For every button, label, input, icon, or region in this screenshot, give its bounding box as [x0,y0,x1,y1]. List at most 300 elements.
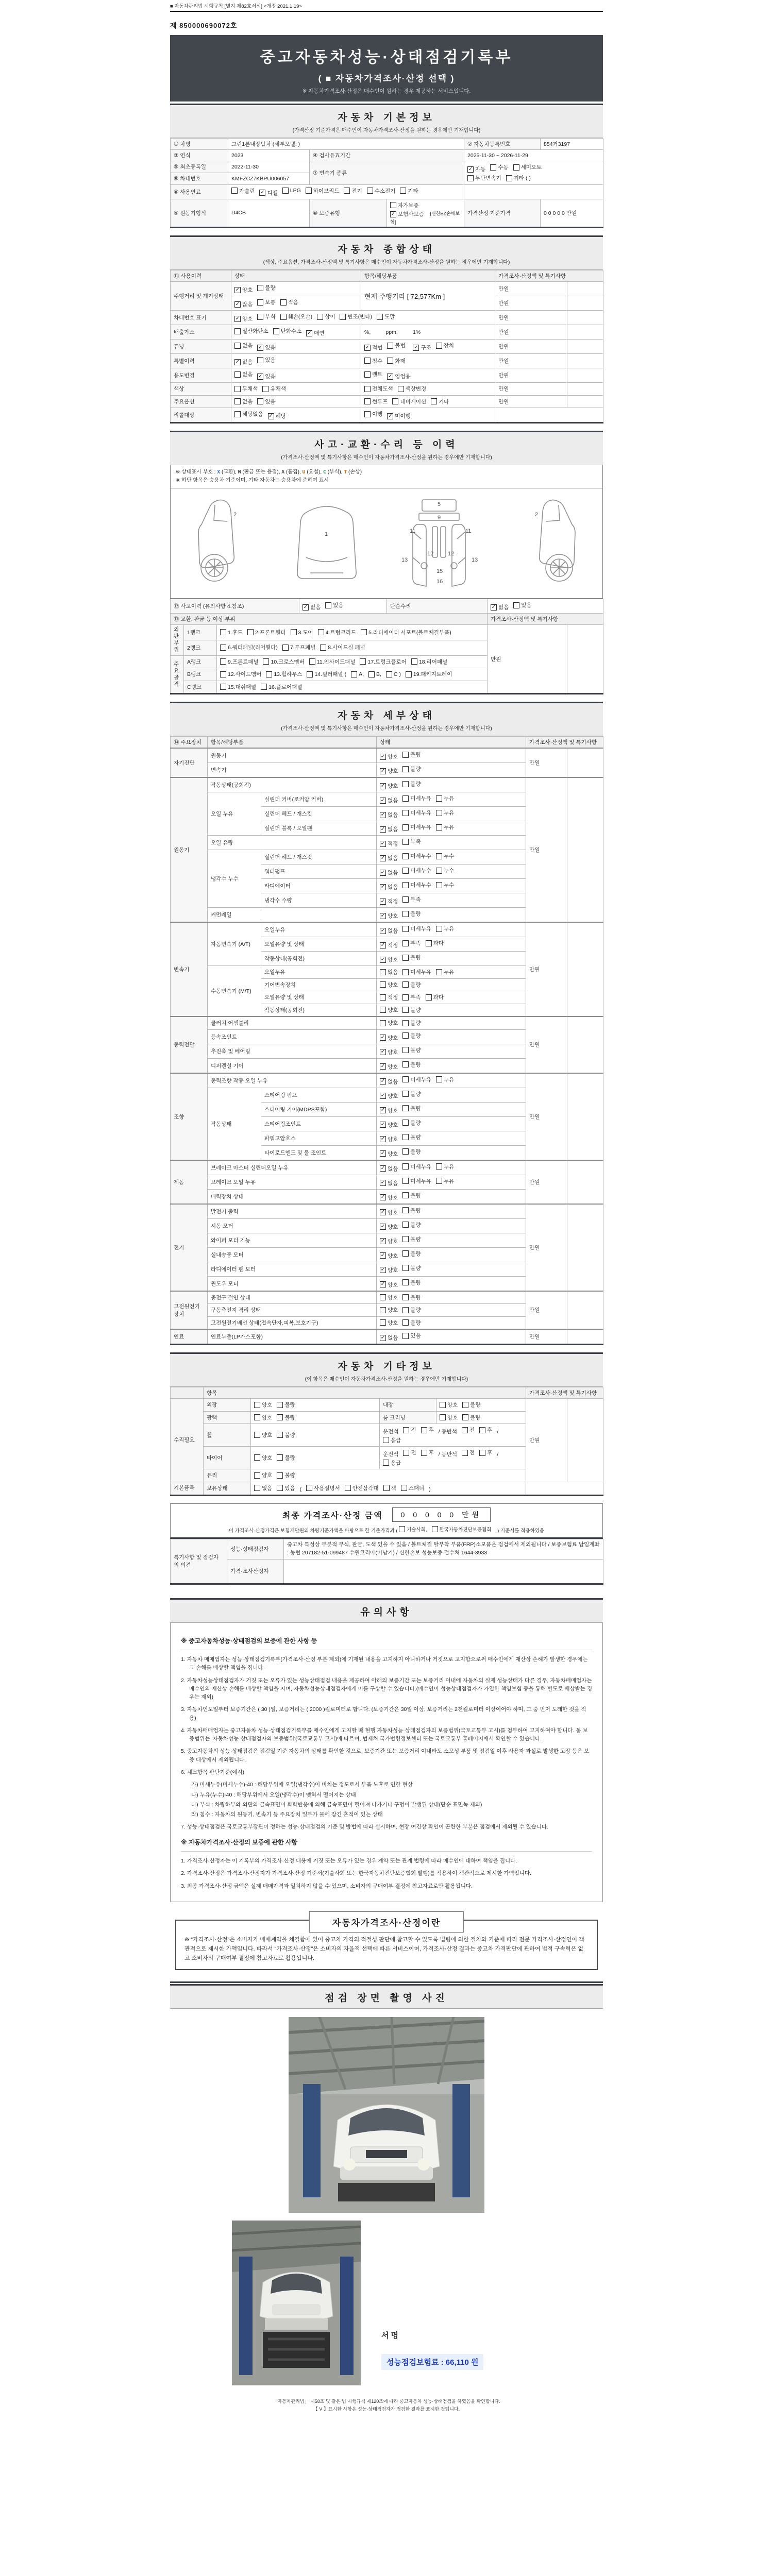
checkbox-자동[interactable]: ✓ 자동 [468,166,486,173]
checkbox-양호[interactable]: ✓ 양호 [380,1093,398,1099]
checkbox-양호[interactable]: 양호 [254,1414,272,1421]
checkbox-양호[interactable]: ✓ 양호 [380,753,398,760]
checkbox-없음[interactable]: ✓ 없음 [380,811,398,818]
option-text: ) [429,1486,431,1493]
checkbox-LPG[interactable]: LPG [282,188,301,194]
row-exterior: 수리필요 외장 양호 불량 내장 양호 불량 만원 [171,1399,603,1412]
checkbox-불량[interactable]: 불량 [402,1006,421,1014]
checkbox-일산화탄소[interactable]: 일산화탄소 [234,327,268,335]
checkbox-전체도색[interactable]: 전체도색 [364,385,393,393]
checkbox-양호[interactable]: 양호 [440,1414,458,1421]
basic-info-table [170,138,603,228]
checkbox-없음[interactable]: ✓ 없음 [380,797,398,804]
checkbox-양호[interactable]: ✓ 양호 [380,1035,398,1041]
checkbox-2.프론트휀더[interactable]: 2.프론트휀더 [247,629,285,636]
section-accident-history [170,431,603,694]
checkbox-해당[interactable]: ✓ 해당 [268,413,286,419]
state-options [377,1102,526,1116]
checkbox-없음[interactable]: ✓ 없음 [380,1165,398,1172]
current-mileage: 현재 주행거리 [ 72,577Km ] [361,282,495,311]
checkbox-스패너[interactable]: 스패너 [401,1484,424,1492]
price-cell: 만원 [526,1329,567,1345]
checkbox-자가보증[interactable]: 자가보증 [390,201,419,209]
frame-panel-number: 16 [436,579,443,585]
checkbox-미세누유[interactable]: 미세누유 [402,1163,431,1171]
checkbox-사용설명서[interactable]: 사용설명서 [306,1484,340,1492]
checkbox-양호[interactable]: 양호 [380,1306,398,1314]
basic-info-header [170,104,603,138]
checkbox-없음[interactable]: ✓ 없음 [380,855,398,861]
detail-row: 오일 누유 실린더 커버(로커암 커버) ✓ 없음 미세누유 누유 [171,792,603,807]
checkbox-4.트렁크리드[interactable]: 4.트렁크리드 [318,629,356,636]
checkbox-없음[interactable]: ✓ 없음 [380,1078,398,1085]
checkbox-불량[interactable]: 불량 [257,284,275,292]
checkbox-전[interactable]: 전 [462,1449,475,1456]
checkbox-잭[interactable]: 잭 [383,1484,396,1492]
checkbox-없음[interactable]: ✓ 없음 [380,884,398,890]
inspector-label: 성능·상태점검자 [227,1539,284,1560]
checkbox-없음[interactable]: ✓ 없음 [491,604,509,611]
price-cell: 만원 [526,1016,567,1073]
checkbox-3.도어[interactable]: 3.도어 [291,629,313,636]
checkbox-없음[interactable]: 없음 [234,370,253,378]
main-frame-group: 주요골격 [171,655,184,694]
checkbox-누유[interactable]: 누유 [436,1163,454,1171]
state-options [377,821,526,836]
basic-info-note: (가격산정 기준가격은 매수인이 자동차가격조사·산정을 원하는 경우에만 기재합니다) [292,128,481,133]
checkbox-누유[interactable]: 누유 [436,794,454,802]
checkbox-미세누유[interactable]: 미세누유 [402,1076,431,1083]
checkbox-누유[interactable]: 누유 [436,823,454,831]
frame-panel-number: 12 [427,551,433,557]
detail-row: 수동변속기 (M/T) 오일누유 없음 미세누유 누유 [171,966,603,979]
checkbox-해당없음[interactable]: 해당없음 [234,410,263,418]
checkbox-불량[interactable]: 불량 [402,910,421,918]
repair-needed-group: 수리필요 [171,1399,204,1482]
checkbox-양호[interactable]: ✓ 양호 [380,1150,398,1157]
checkbox-색상변경[interactable]: 색상변경 [398,385,427,393]
detail-row: 동력전달 클러치 어셈블리 양호 불량 만원 [171,1016,603,1029]
checkbox-유채색[interactable]: 유채색 [262,385,285,393]
col-other-price: 가격조사·산정액 및 특기사항 [526,1387,603,1399]
checkbox-전[interactable]: 전 [403,1449,416,1456]
checkbox-장치[interactable]: 장치 [436,342,454,349]
checkbox-없음[interactable]: 없음 [234,342,253,349]
value-fuel [228,184,464,199]
checkbox-불량[interactable]: 불량 [402,1319,421,1327]
checkbox-불량[interactable]: 불량 [402,1250,421,1258]
definition-title: 자동차가격조사·산정이란 [309,1911,464,1933]
checkbox-있음[interactable]: 있음 [257,356,275,364]
checkbox-양호[interactable]: 양호 [440,1401,458,1409]
checkbox-없음[interactable]: ✓ 없음 [380,1334,398,1341]
detail-row: 브레이크 오일 누유 ✓ 없음 미세누유 누유 [171,1175,603,1189]
checkbox-없음[interactable]: ✓ 없음 [380,927,398,934]
checkbox-양호[interactable]: 양호 [380,981,398,989]
checkbox-누수[interactable]: 누수 [436,867,454,874]
checkbox-부식[interactable]: 부식 [257,313,275,320]
checkbox-이행[interactable]: 이행 [364,410,382,418]
opinions-label: 특기사항 및 점검자의 의견 [171,1539,227,1584]
checkbox-매연[interactable]: ✓ 매연 [307,330,325,336]
checkbox-후[interactable]: 후 [421,1426,434,1434]
checkbox-불량[interactable]: 불량 [402,1105,421,1112]
state-options [377,777,526,792]
state-options [377,1316,526,1329]
checkbox-없음[interactable]: ✓ 없음 [380,869,398,876]
checkbox-적음[interactable]: 적음 [280,298,298,306]
checkbox-한국자동차진단보증협회[interactable]: 한국자동차진단보증협회 [432,1526,492,1533]
checkbox-화재[interactable]: 화재 [387,357,405,365]
checkbox-양호[interactable]: 양호 [254,1471,272,1479]
checkbox-훼손(오손)[interactable]: 훼손(오손) [280,313,313,320]
checkbox-불량[interactable]: 불량 [402,1306,421,1314]
frame-panel-number: 11 [409,528,415,534]
checkbox-보험사보증[interactable]: ✓ 보험사보증 [391,211,424,217]
checkbox-15.대쉬패널[interactable]: 15.대쉬패널 [220,683,256,691]
checkbox-상이[interactable]: 상이 [317,313,335,320]
value-first-reg: 2022-11-30 [228,161,310,173]
checkbox-불량[interactable]: 불량 [402,765,421,773]
checkbox-있음[interactable]: 있음 [325,601,343,609]
svg-text:1: 1 [324,531,328,537]
checkbox-기타 ( )[interactable]: 기타 ( ) [506,174,531,182]
section-notices [170,1598,603,1971]
detail-row: 원동기 작동상태(공회전) ✓ 양호 불량 만원 [171,777,603,792]
checkbox-7.루프패널[interactable]: 7.루프패널 [282,643,315,651]
checkbox-렌트[interactable]: 렌트 [364,370,382,378]
row-wheel: 휠 양호 불량 운전석 전 후 / 동반석 전 후 / 응급 [171,1424,603,1447]
checkbox-있음[interactable]: ✓ 있음 [258,344,276,351]
checkbox-많음[interactable]: ✓ 많음 [235,301,253,308]
checkbox-도말[interactable]: 도말 [377,313,395,320]
checkbox-불량[interactable]: 불량 [402,1090,421,1098]
final-price-label: 최종 가격조사·산정 금액 [282,1511,383,1520]
checkbox-불량[interactable]: 불량 [462,1414,480,1421]
checkbox-9.프론트패널[interactable]: 9.프론트패널 [220,658,258,666]
detail-row: 실린더 블록 / 오일팬 ✓ 없음 미세누유 누유 [171,821,603,836]
checkbox-양호[interactable]: 양호 [380,1006,398,1014]
checkbox-부족[interactable]: 부족 [402,939,421,947]
detail-row: 오일유량 및 상태 적정 부족 과다 [171,991,603,1004]
checkbox-적정[interactable]: 적정 [380,993,398,1001]
notices-title: 유의사항 [360,1606,413,1618]
checkbox-누유[interactable]: 누유 [436,1177,454,1185]
checkbox-불량[interactable]: 불량 [402,751,421,758]
checkbox-불량[interactable]: 불량 [402,1264,421,1272]
device-원동기: 원동기 [171,777,208,922]
checkbox-네비게이션[interactable]: 네비게이션 [392,398,426,405]
checkbox-없음[interactable]: ✓ 없음 [303,604,321,611]
checkbox-6.쿼터패널(리어휀다)[interactable]: 6.쿼터패널(리어휀다) [220,643,278,651]
checkbox-후[interactable]: 후 [479,1426,492,1434]
checkbox-14.필러패널 ([interactable]: 14.필러패널 ( [307,670,346,678]
checkbox-양호[interactable]: ✓ 양호 [380,1281,398,1288]
checkbox-없음[interactable]: 없음 [380,968,398,976]
page-title: 중고자동차성능·상태점검기록부 [260,49,513,66]
checkbox-무단변속기[interactable]: 무단변속기 [467,174,501,182]
checkbox-변조(변타)[interactable]: 변조(변타) [340,313,372,320]
checkbox-양호[interactable]: ✓ 양호 [380,956,398,963]
checkbox-없음[interactable]: ✓ 없음 [380,826,398,833]
checkbox-적정[interactable]: ✓ 적정 [380,898,398,905]
device-연료: 연료 [171,1329,208,1345]
checkbox-불량[interactable]: 불량 [277,1401,295,1409]
device-동력전달: 동력전달 [171,1016,208,1073]
checkbox-하이브리드[interactable]: 하이브리드 [306,187,340,195]
checkbox-부족[interactable]: 부족 [402,993,421,1001]
checkbox-양호[interactable]: ✓ 양호 [380,912,398,919]
checkbox-수동[interactable]: 수동 [490,163,508,171]
checkbox-적법[interactable]: ✓ 적법 [365,344,383,351]
subgroup-label: 자동변속기 (A/T) [208,922,261,966]
checkbox-디젤[interactable]: ✓ 디젤 [260,190,278,196]
checkbox-미세누유[interactable]: 미세누유 [402,968,431,976]
detail-row: 고전원전기장치 충전구 절연 상태 양호 불량 만원 [171,1291,603,1304]
row-basic-items: 기본품목 보유상태 없음 있음 ( 사용설명서 안전삼각대 잭 스패너 ) [171,1482,603,1496]
checkbox-기술사회,[interactable]: 기술사회, [399,1526,427,1533]
checkbox-양호[interactable]: ✓ 양호 [380,1194,398,1201]
checkbox-18.리어패널[interactable]: 18.리어패널 [411,658,447,666]
inspection-form [170,0,603,2413]
checkbox-미세누유[interactable]: 미세누유 [402,809,431,817]
checkbox-양호[interactable]: 양호 [254,1454,272,1462]
checkbox-있음[interactable]: ✓ 있음 [258,373,276,380]
checkbox-누유[interactable]: 누유 [436,809,454,817]
checkbox-불량[interactable]: 불량 [402,981,421,989]
frame-panel-number: 5 [437,501,441,507]
checkbox-미세누유[interactable]: 미세누유 [402,823,431,831]
checkbox-13.휠하우스[interactable]: 13.휠하우스 [266,670,302,678]
checkbox-12.사이드멤버[interactable]: 12.사이드멤버 [220,670,261,678]
checkbox-양호[interactable]: ✓ 양호 [380,1267,398,1274]
checkbox-불량[interactable]: 불량 [402,1133,421,1141]
checkbox-과다[interactable]: 과다 [426,939,444,947]
photos-title: 점검 장면 촬영 사진 [325,1993,448,2004]
checkbox-누유[interactable]: 누유 [436,925,454,933]
detail-title: 자동차 세부상태 [338,710,435,721]
inspector-opinion-text: 중고차 특성상 부분적 부식, 판금, 도색 있을 수 있음 / 볼트체결 탈부착 부품(FRP)소모품은 점검에서 제외됩니다 / 보증보험료 납입계좌 : 농협 207182-51-099487 수원코리아(이남기) / 신한손보 성능보증 접수처 1644-3933 [284,1539,603,1560]
checkbox-수소전기[interactable]: 수소전기 [367,187,396,195]
checkbox-불량[interactable]: 불량 [462,1401,480,1409]
state-options [377,1116,526,1131]
checkbox-전[interactable]: 전 [403,1426,416,1434]
checkbox-양호[interactable]: ✓ 양호 [380,1107,398,1114]
state-options [377,748,526,763]
checkbox-11.인사이드패널[interactable]: 11.인사이드패널 [309,658,356,666]
checkbox-17.트렁크플로어[interactable]: 17.트렁크플로어 [360,658,406,666]
state-options [377,1160,526,1175]
svg-text:2: 2 [233,512,237,518]
detail-note: (가격조사·산정액 및 특기사항은 매수인이 자동차가격조사·산정을 원하는 경우에만 기재합니다) [281,726,492,732]
checkbox-전기[interactable]: 전기 [344,187,362,195]
checkbox-적정[interactable]: ✓ 적정 [380,840,398,847]
checkbox-양호[interactable]: 양호 [254,1401,272,1409]
checkbox-불량[interactable]: 불량 [402,1192,421,1199]
checkbox-불량[interactable]: 불량 [402,1019,421,1027]
checkbox-적정[interactable]: ✓ 적정 [380,942,398,948]
label-vin: ⑥ 차대번호 [171,173,228,184]
checkbox-후[interactable]: 후 [421,1449,434,1456]
checkbox-불량[interactable]: 불량 [402,1046,421,1054]
checkbox-불량[interactable]: 불량 [277,1414,295,1421]
state-options [377,1029,526,1044]
checkbox-없음[interactable]: ✓ 없음 [380,1180,398,1187]
outer-panel-group: 외판부위 [171,625,184,656]
checkbox-기타[interactable]: 기타 [400,187,418,195]
checkbox-양호[interactable]: ✓ 양호 [380,1049,398,1056]
checkbox-보통[interactable]: 보통 [257,298,275,306]
option-text: 운전석 [383,1451,399,1458]
notice-section-heading: ※ 자동차가격조사·산정의 보증에 관한 사항 [181,1838,592,1852]
other-note: (이 항목은 매수인이 자동차가격조사·산정을 원하는 경우에만 기재합니다) [305,1377,468,1382]
checkbox-미세누유[interactable]: 미세누유 [402,794,431,802]
other-info-table [170,1387,603,1496]
checkbox-구조[interactable]: ✓ 구조 [414,344,431,351]
checkbox-불량[interactable]: 불량 [402,1235,421,1243]
final-price-note: 이 가격조사·산정가격은 보험개발원의 차량기준가액을 바탕으로 한 기준가격과 ( 기술사회, 한국자동차진단보증협회 ) 기준서를 적용하였음 [176,1525,597,1534]
checkbox-불량[interactable]: 불량 [277,1454,295,1462]
checkbox-양호[interactable]: ✓ 양호 [235,315,253,322]
checkbox-A,[interactable]: A, [351,671,364,677]
state-options [377,1276,526,1291]
checkbox-후[interactable]: 후 [479,1449,492,1456]
accident-title: 사고·교환·수리 등 이력 [314,439,459,450]
checkbox-안전삼각대[interactable]: 안전삼각대 [345,1484,379,1492]
checkbox-무채색[interactable]: 무채색 [234,385,258,393]
checkbox-불량[interactable]: 불량 [402,1148,421,1156]
label-year: ③ 연식 [171,150,228,161]
checkbox-미세누유[interactable]: 미세누유 [402,925,431,933]
checkbox-누유[interactable]: 누유 [436,1076,454,1083]
checkbox-있음[interactable]: 있음 [402,1332,421,1340]
checkbox-부족[interactable]: 부족 [402,838,421,845]
legend-prefix: ※ 상태표시 부호 : [176,469,217,475]
checkbox-불량[interactable]: 불량 [402,1119,421,1127]
checkbox-없음[interactable]: ✓ 없음 [235,359,253,365]
car-front-diagram [285,496,368,591]
section-photos [170,1984,603,2413]
checkbox-미이행[interactable]: ✓ 미이행 [388,413,411,419]
checkbox-1.후드[interactable]: 1.후드 [220,629,243,636]
notice-subitem: 라) 침수 : 자동차의 원동기, 변속기 등 주요장치 일부가 물에 잠긴 흔적이 있는 상태 [191,1811,383,1818]
checkbox-기타[interactable]: 기타 [431,398,449,405]
checkbox-있음[interactable]: 있음 [257,398,275,405]
checkbox-누수[interactable]: 누수 [436,881,454,889]
option-text: / 동반석 [438,1428,458,1435]
checkbox-양호[interactable]: 양호 [254,1431,272,1439]
checkbox-미세누유[interactable]: 미세누유 [402,1177,431,1185]
detail-row: 커먼레일 ✓ 양호 불량 [171,908,603,923]
car-damage-diagrams [170,488,603,599]
checkbox-8.사이드실 패널[interactable]: 8.사이드실 패널 [320,643,365,651]
checkbox-미세누수[interactable]: 미세누수 [402,852,431,860]
checkbox-불량[interactable]: 불량 [402,1061,421,1069]
checkbox-세미오토[interactable]: 세미오토 [513,163,542,171]
row-odometer: 주행거리 및 계기상태 ✓ 양호 불량 현재 주행거리 [ 72,577Km ] 만원 [171,282,603,296]
checkbox-불법[interactable]: 불법 [387,342,405,349]
value-vin: KMFZCZ7KBPU006057 [228,173,310,184]
state-options [377,1175,526,1189]
checkbox-가솔린[interactable]: 가솔린 [231,187,255,195]
checkbox-양호[interactable]: 양호 [380,1294,398,1301]
checkbox-과다[interactable]: 과다 [426,993,444,1001]
col-price: 가격조사·산정액 및 특기사항 [495,270,603,282]
legend-note2: ※ 하단 항목은 승용차 기준이며, 기타 자동차는 승용차에 준하여 표시 [176,478,329,483]
checkbox-탄화수소[interactable]: 탄화수소 [273,327,302,335]
device-자기진단: 자기진단 [171,748,208,777]
checkbox-침수[interactable]: 침수 [364,357,382,365]
checkbox-불량[interactable]: 불량 [402,1279,421,1286]
checkbox-누수[interactable]: 누수 [436,852,454,860]
state-options [377,1204,526,1219]
checkbox-영업용[interactable]: ✓ 영업용 [388,373,411,380]
checkbox-C )[interactable]: C ) [386,671,401,677]
checkbox-양호[interactable]: ✓ 양호 [235,286,253,293]
checkbox-양호[interactable]: 양호 [380,1019,398,1027]
checkbox-있음[interactable]: 있음 [277,1484,295,1492]
checkbox-미세누수[interactable]: 미세누수 [402,867,431,874]
checkbox-부족[interactable]: 부족 [402,895,421,903]
notices-header [170,1598,603,1623]
checkbox-양호[interactable]: ✓ 양호 [380,1063,398,1070]
checkbox-불량[interactable]: 불량 [277,1431,295,1439]
checkbox-불량[interactable]: 불량 [402,954,421,961]
checkbox-썬루프[interactable]: 썬루프 [364,398,388,405]
col-other-item: 항목 [204,1387,526,1399]
checkbox-불량[interactable]: 불량 [402,1221,421,1229]
label-warranty: ⑩ 보증유형 [310,199,387,228]
checkbox-양호[interactable]: 양호 [380,1319,398,1327]
notice-item: 2. 자동차성능상태점검자가 거짓 또는 오류가 있는 성능상태점검 내용을 제공하여 아래의 보증기간 또는 보증거리 이내에 자동차의 실제 성능상태가 다른 경우, 자동차매매업자는 매수인의 재산상 손해를 배상할 책임을 지며, 자동차성능상태점검자에게 이를 구상할 수 있습니다.(매수인이 성능상태점검자가 가입한 책임보험 등을 통해 별도로 배상받는 경우는 제외) [181,1677,592,1701]
checkbox-양호[interactable]: ✓ 양호 [380,1136,398,1143]
checkbox-응급[interactable]: 응급 [383,1459,401,1467]
detail-row: 윈도우 모터 ✓ 양호 불량 [171,1276,603,1291]
checkbox-양호[interactable]: ✓ 양호 [380,1238,398,1245]
checkbox-양호[interactable]: ✓ 양호 [380,1209,398,1216]
checkbox-5.라디에이터 서포트(볼트체결부품)[interactable]: 5.라디에이터 서포트(볼트체결부품) [361,629,451,636]
checkbox-불량[interactable]: 불량 [402,780,421,788]
state-options [377,991,526,1004]
checkbox-있음[interactable]: 있음 [513,601,531,609]
checkbox-없음[interactable]: 없음 [254,1484,272,1492]
checkbox-양호[interactable]: ✓ 양호 [380,1122,398,1128]
checkbox-10.크로스멤버[interactable]: 10.크로스멤버 [263,658,304,666]
checkbox-양호[interactable]: ✓ 양호 [380,1252,398,1259]
checkbox-불량[interactable]: 불량 [402,1032,421,1040]
accident-header [170,431,603,465]
checkbox-B,[interactable]: B, [368,671,381,677]
checkbox-불량[interactable]: 불량 [402,1207,421,1214]
value-transmission [464,161,603,185]
checkbox-19.패키지트레이[interactable]: 19.패키지트레이 [406,670,452,678]
other-header [170,1352,603,1387]
checkbox-양호[interactable]: ✓ 양호 [380,768,398,774]
checkbox-16.플로어패널[interactable]: 16.플로어패널 [261,683,302,691]
checkbox-양호[interactable]: ✓ 양호 [380,783,398,789]
row-emission: 배출가스 일산화탄소 탄화수소 ✓ 매연 %, ppm, 1% 만원 [171,325,603,340]
signature-area [381,2330,483,2385]
checkbox-없음[interactable]: 없음 [234,398,253,405]
checkbox-전[interactable]: 전 [462,1426,475,1434]
checkbox-미세누수[interactable]: 미세누수 [402,881,431,889]
checkbox-누유[interactable]: 누유 [436,968,454,976]
checkbox-불량[interactable]: 불량 [277,1471,295,1479]
checkbox-응급[interactable]: 응급 [383,1436,401,1444]
detail-row: 라디에이터 ✓ 없음 미세누수 누수 [171,879,603,893]
checkbox-양호[interactable]: ✓ 양호 [380,1224,398,1230]
checkbox-불량[interactable]: 불량 [402,1294,421,1301]
